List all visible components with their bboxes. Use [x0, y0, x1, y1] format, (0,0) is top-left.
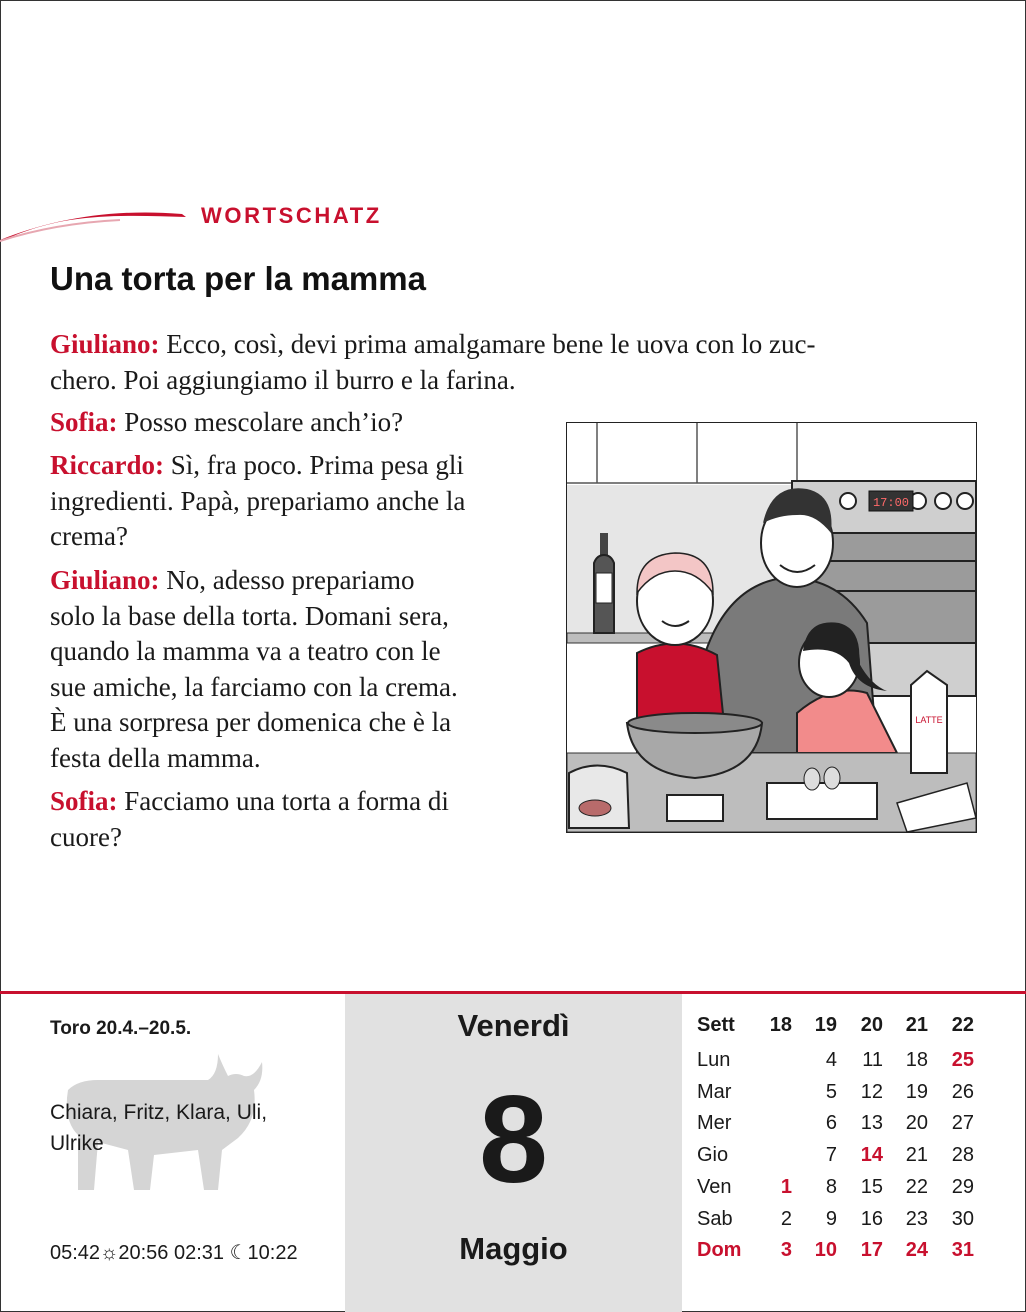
- calendar-date: 7: [825, 1144, 837, 1167]
- weekday-label: Gio: [697, 1144, 729, 1167]
- dialogue-text: cuore?: [50, 821, 122, 852]
- week-label: Sett: [697, 1014, 735, 1036]
- calendar-date: 25: [951, 1049, 974, 1071]
- page-title: Una torta per la mamma: [50, 260, 426, 297]
- dialogue-text: Ecco, così, devi prima amalgamare bene le uova con lo zuc-: [166, 329, 816, 359]
- dialogue-line-3: [50, 448, 465, 555]
- dialogue-text: solo la base della torta. Domani sera,: [50, 600, 449, 631]
- weekday-label: Lun: [697, 1049, 731, 1071]
- calendar-date: 12: [860, 1080, 883, 1103]
- calendar-date: 18: [905, 1049, 928, 1071]
- butter-icon: [667, 795, 723, 821]
- calendar-date: 10: [814, 1239, 837, 1262]
- dialogue-text: chero. Poi aggiungiamo il burro e la farina.: [50, 364, 516, 395]
- calendar-date: 30: [951, 1207, 974, 1230]
- dialogue-line-5: [50, 784, 449, 855]
- calendar-date: 31: [951, 1239, 974, 1262]
- calendar-date: 23: [905, 1207, 928, 1230]
- milk-carton-icon: [911, 671, 947, 773]
- dialogue-text: ingredienti. Papà, prepariamo anche la: [50, 485, 466, 516]
- milk-carton-label: LATTE: [915, 715, 943, 725]
- calendar-day-row: [694, 1176, 994, 1204]
- dialogue-text: È una sorpresa per domenica che è la: [50, 707, 452, 737]
- speaker-name: Giuliano:: [50, 565, 160, 595]
- brush-stroke-decoration: [0, 200, 190, 242]
- calendar-date: 9: [825, 1207, 837, 1230]
- dialogue-line-4: [50, 563, 458, 776]
- calendar-date: 28: [951, 1144, 974, 1167]
- calendar-day-row: [694, 1208, 994, 1236]
- calendar-day-row: [694, 1049, 994, 1077]
- calendar-date: 26: [951, 1080, 974, 1103]
- dialogue-text: No, adesso prepariamo: [166, 565, 415, 595]
- calendar-day-row: [694, 1239, 994, 1267]
- calendar-date: 22: [905, 1175, 928, 1198]
- dialogue-text: sue amiche, la farciamo con la crema.: [50, 671, 458, 702]
- calendar-date: 24: [905, 1239, 928, 1262]
- month: Maggio: [459, 1231, 568, 1266]
- calendar-date: 8: [825, 1175, 837, 1198]
- week-number: 20: [860, 1014, 883, 1036]
- calendar-date: 29: [951, 1175, 974, 1198]
- calendar-date: 13: [860, 1112, 883, 1135]
- oven-clock-text: 17:00: [872, 496, 910, 510]
- calendar-date: 5: [825, 1080, 837, 1103]
- calendar-date: 11: [862, 1049, 883, 1071]
- speaker-name: Riccardo:: [50, 450, 164, 480]
- calendar-day-row: [694, 1112, 994, 1140]
- calendar-date: 4: [825, 1049, 837, 1071]
- speaker-name: Giuliano:: [50, 329, 160, 359]
- calendar-date: 1: [780, 1175, 792, 1198]
- namedays: Chiara, Fritz, Klara, Uli, Ulrike: [50, 1101, 268, 1155]
- weekday-label: Sab: [697, 1207, 733, 1230]
- dialogue-text: crema?: [50, 521, 128, 551]
- weekday-label: Mer: [697, 1112, 732, 1135]
- calendar-date: 27: [951, 1112, 974, 1135]
- dialogue-text: quando la mamma va a teatro con le: [50, 636, 441, 666]
- dialogue-text: Sì, fra poco. Prima pesa gli: [170, 450, 464, 480]
- weekday-label: Mar: [697, 1080, 732, 1103]
- week-number: 21: [905, 1014, 928, 1036]
- calendar-week-row: [694, 1014, 994, 1042]
- weekday-label: Dom: [697, 1239, 742, 1262]
- dialogue-text: Facciamo una torta a forma di: [124, 786, 449, 816]
- week-number: 19: [814, 1014, 837, 1036]
- day-number: 8: [479, 1071, 548, 1209]
- flour-bag-icon: [569, 766, 629, 829]
- calendar-date: 2: [780, 1207, 792, 1230]
- sun-moon-times: 05:42☼20:56 02:31 ☾10:22: [50, 1242, 298, 1264]
- calendar-date: 21: [905, 1144, 928, 1167]
- weekday-label: Ven: [697, 1175, 732, 1198]
- section-label: WORTSCHATZ: [201, 203, 382, 228]
- kitchen-illustration: [566, 422, 977, 833]
- dialogue-line-1: [50, 327, 816, 398]
- dialogue-text: Posso mescolare anch’io?: [124, 407, 404, 437]
- zodiac-sign: Toro 20.4.–20.5.: [50, 1018, 192, 1039]
- calendar-day-row: [694, 1144, 994, 1172]
- calendar-date: 3: [780, 1239, 792, 1262]
- calendar-date: 15: [860, 1175, 883, 1198]
- calendar-date: 14: [860, 1144, 883, 1167]
- calendar-date: 6: [825, 1112, 837, 1135]
- weekday: Venerdì: [457, 1008, 570, 1043]
- speaker-name: Sofia:: [50, 786, 118, 816]
- calendar-date: 17: [860, 1239, 883, 1262]
- calendar-date: 16: [860, 1207, 883, 1230]
- week-number: 22: [951, 1014, 974, 1036]
- speaker-name: Sofia:: [50, 407, 118, 437]
- calendar-day-row: [694, 1081, 994, 1109]
- calendar-date: 20: [905, 1112, 928, 1135]
- calendar-date: 19: [905, 1080, 928, 1103]
- dialogue-text: festa della mamma.: [50, 742, 261, 773]
- week-number: 18: [769, 1014, 792, 1036]
- dialogue-line-2: [50, 405, 403, 441]
